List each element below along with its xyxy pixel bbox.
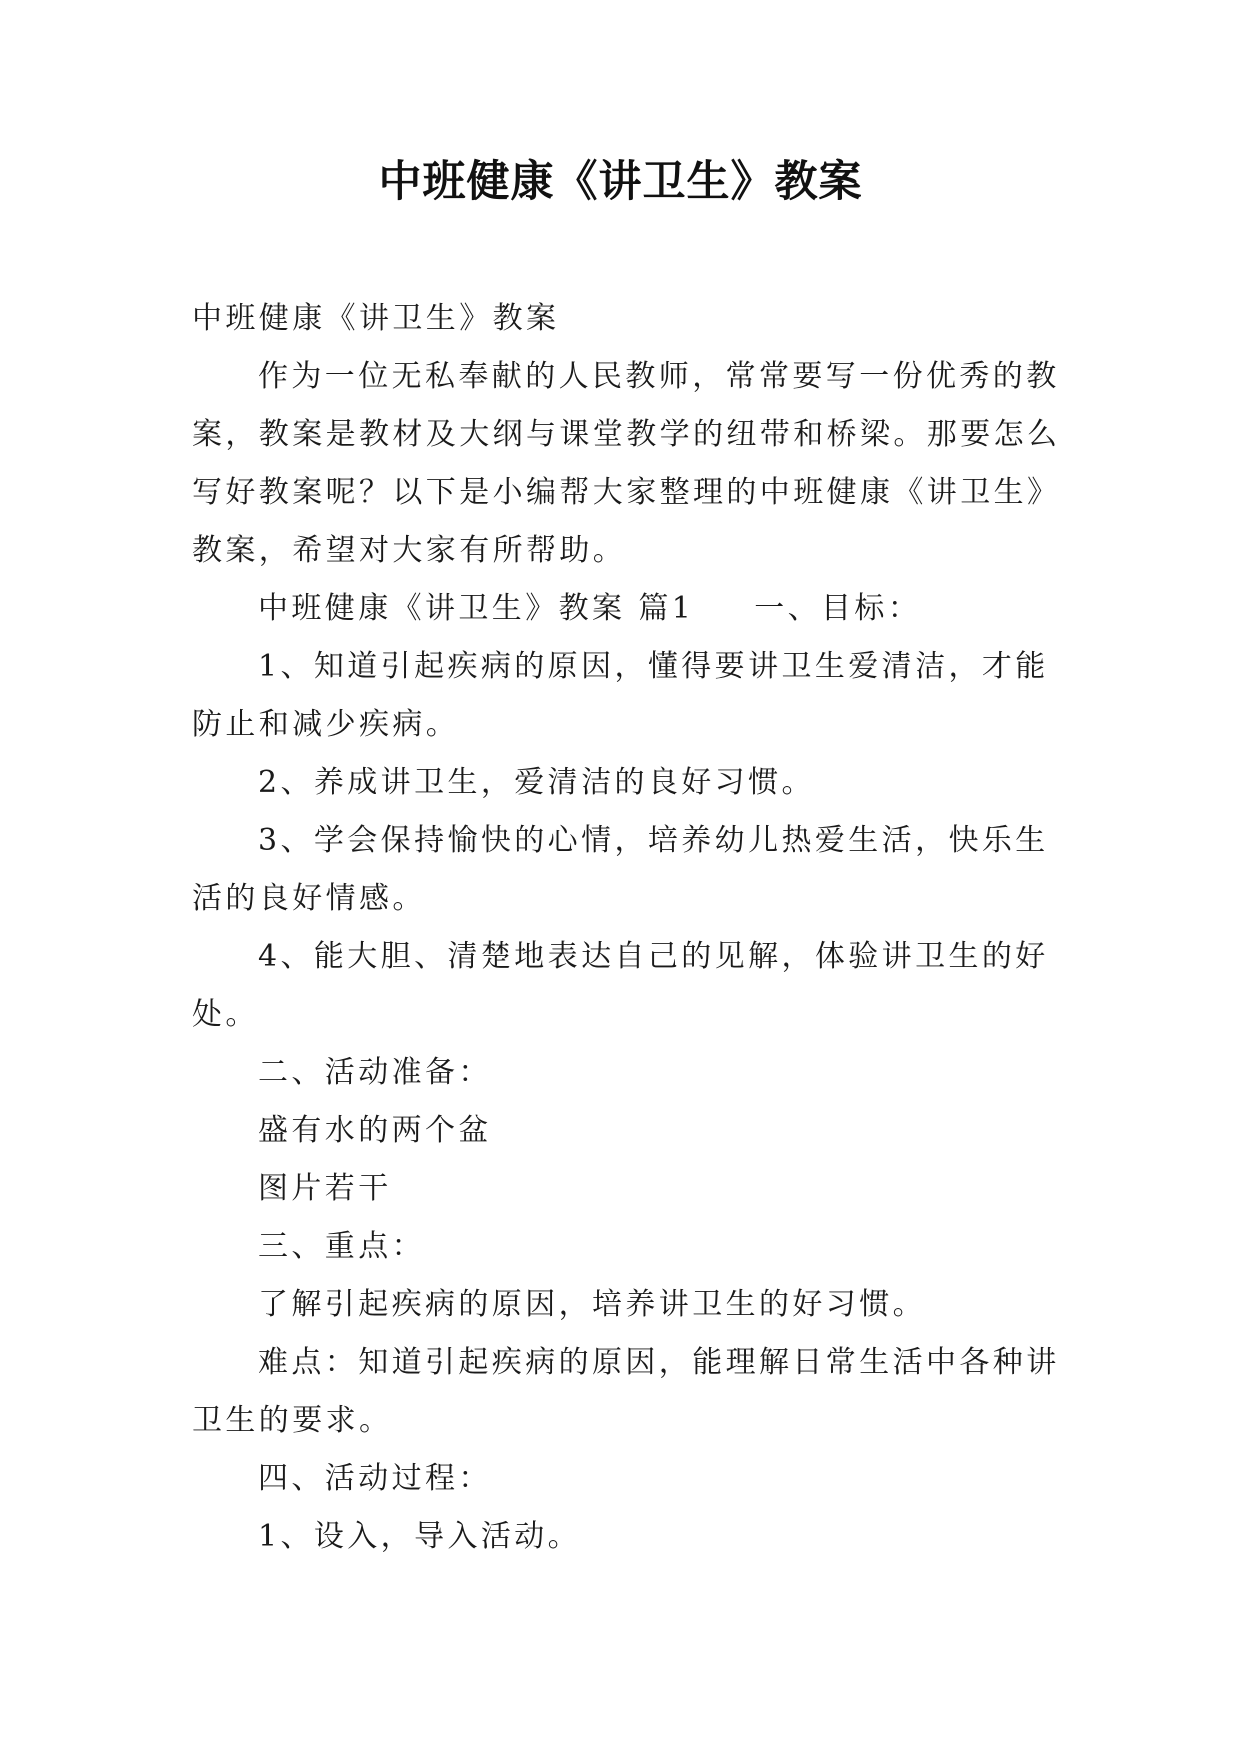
goal-item-1: 1、知道引起疾病的原因，懂得要讲卫生爱清洁，才能防止和减少疾病。 — [192, 649, 1049, 742]
section-name: 中班健康《讲卫生》教案 篇1 — [258, 591, 695, 626]
goal-item-2: 2、养成讲卫生，爱清洁的良好习惯。 — [258, 765, 815, 800]
goal-heading: 一、目标： — [754, 591, 922, 626]
key-point: 了解引起疾病的原因，培养讲卫生的好习惯。 — [258, 1287, 926, 1322]
process-heading: 四、活动过程： — [258, 1461, 492, 1496]
section-header-line — [192, 580, 1072, 638]
preparation-heading: 二、活动准备： — [258, 1055, 492, 1090]
preparation-item-1: 盛有水的两个盆 — [258, 1113, 492, 1148]
document-title: 中班健康《讲卫生》教案 — [378, 157, 863, 207]
difficulty-paragraph: 难点：知道引起疾病的原因，能理解日常生活中各种讲卫生的要求。 — [192, 1345, 1060, 1438]
goal-item-4: 4、能大胆、清楚地表达自己的见解，体验讲卫生的好处。 — [192, 939, 1049, 1032]
document-body — [192, 290, 1072, 1566]
document-subtitle: 中班健康《讲卫生》教案 — [192, 301, 560, 336]
goal-item-3: 3、学会保持愉快的心情，培养幼儿热爱生活，快乐生活的良好情感。 — [192, 823, 1049, 916]
key-heading: 三、重点： — [258, 1229, 425, 1264]
intro-paragraph: 作为一位无私奉献的人民教师，常常要写一份优秀的教案，教案是教材及大纲与课堂教学的纽带和桥梁。那要怎么写好教案呢？以下是小编帮大家整理的中班健康《讲卫生》教案，希望对大家有所帮助。 — [192, 359, 1061, 568]
preparation-item-2: 图片若干 — [258, 1171, 392, 1206]
process-item-1: 1、设入，导入活动。 — [258, 1519, 582, 1554]
